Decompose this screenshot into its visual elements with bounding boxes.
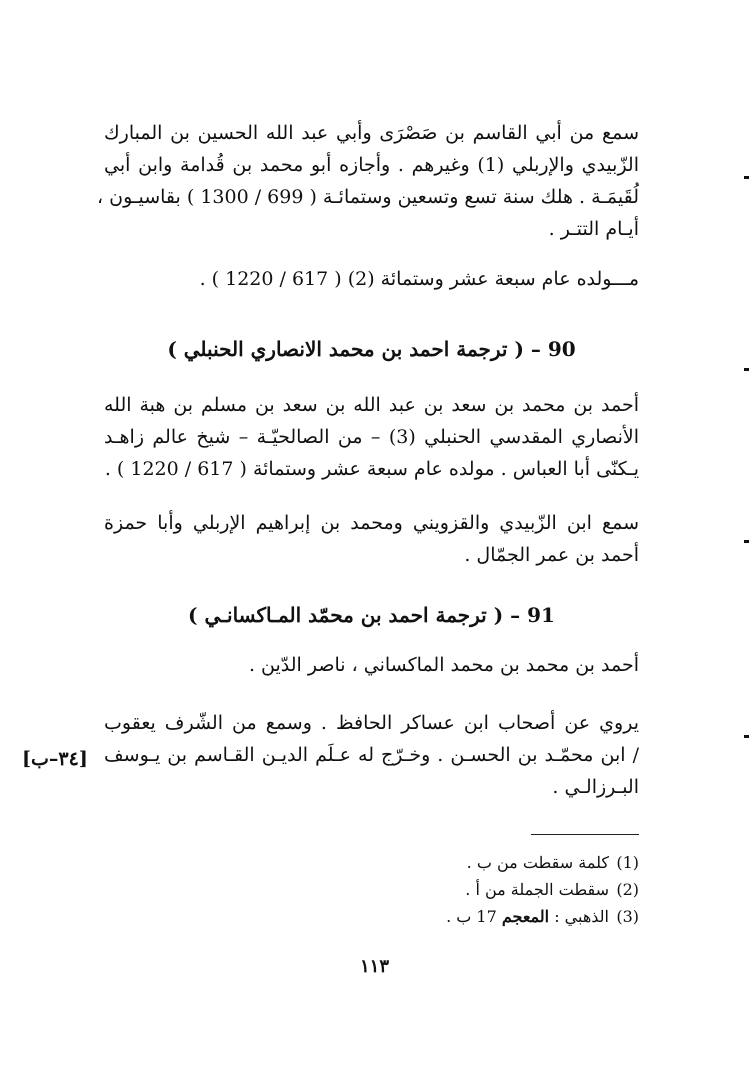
p3-line-2: الأنصاري المقدسي الحنبلي (3) – من الصالحيّـة – شيخ عالم زاهـد	[104, 426, 639, 448]
page-number: ١١٣	[359, 956, 389, 977]
footnote-text-tail: 17 ب .	[446, 907, 502, 926]
folio-marginal-note: [٣٤–ب]	[22, 748, 88, 770]
p1-line-2: الزّبيدي والإربلي (1) وغيرهم . وأجازه أبو محمد بن قُدامة وابن أبي	[104, 154, 639, 176]
p1-line-1: سمع من أبي القاسم بن صَصْرَى وأبي عبد الله الحسين بن المبارك	[104, 122, 639, 144]
scan-edge-mark	[744, 176, 749, 179]
footnote-number: (3)	[616, 907, 639, 926]
footnote-3	[104, 904, 639, 930]
p6-line-1: يروي عن أصحاب ابن عساكر الحافظ . وسمع من الشّرف يعقوب	[104, 712, 639, 734]
p5-line-1: أحمد بن محمد بن محمد الماكساني ، ناصر الدّين .	[248, 654, 639, 676]
p4-line-1: سمع ابن الزّبيدي والقزويني ومحمد بن إبراهيم الإربلي وأبا حمزة	[104, 512, 639, 534]
footnote-text: سقطت الجملة من أ .	[465, 880, 609, 899]
footnote-number: (1)	[616, 853, 639, 872]
entry-heading-90: 90 – ( ترجمة احمد بن محمد الانصاري الحنبلي )	[167, 337, 576, 361]
footnote-source-title: المعجم	[501, 907, 550, 926]
footnote-2	[104, 877, 639, 903]
scan-edge-mark	[744, 368, 749, 371]
scan-edge-mark	[744, 540, 749, 543]
footnote-number: (2)	[616, 880, 639, 899]
p3-line-3: يـكنّى أبا العباس . مولده عام سبعة عشر وستمائة ( 617 / 1220 ) .	[104, 458, 639, 480]
p4-line-2: أحمد بن عمر الجمّال .	[464, 544, 639, 566]
entry-heading-91: 91 – ( ترجمة احمد بن محمّد المـاكسانـي )	[188, 603, 555, 627]
footnote-1	[104, 850, 639, 876]
p1-line-4: أيـام التتـر .	[548, 218, 639, 240]
p3-line-1: أحمد بن محمد بن سعد بن عبد الله بن سعد بن مسلم بن هبة الله	[104, 394, 639, 416]
footnote-text: الذهبي :	[549, 907, 609, 926]
p6-line-3: البـرزالـي .	[552, 776, 639, 798]
footnote-text: كلمة سقطت من ب .	[466, 853, 609, 872]
p1-line-3: لُقَيمَـة . هلك سنة تسع وتسعين وستمائـة ( 699 / 1300 ) بقاسيـون ،	[96, 186, 639, 208]
footnote-divider	[531, 834, 639, 835]
p6-line-2: / ابن محمّـد بن الحسـن . وخـرّج له عـلَم الديـن القـاسم بن يـوسف	[104, 744, 639, 766]
p2-line-1: مـــولده عام سبعة عشر وستمائة (2) ( 617 / 1220 ) .	[199, 268, 639, 290]
scan-edge-mark	[744, 735, 749, 738]
